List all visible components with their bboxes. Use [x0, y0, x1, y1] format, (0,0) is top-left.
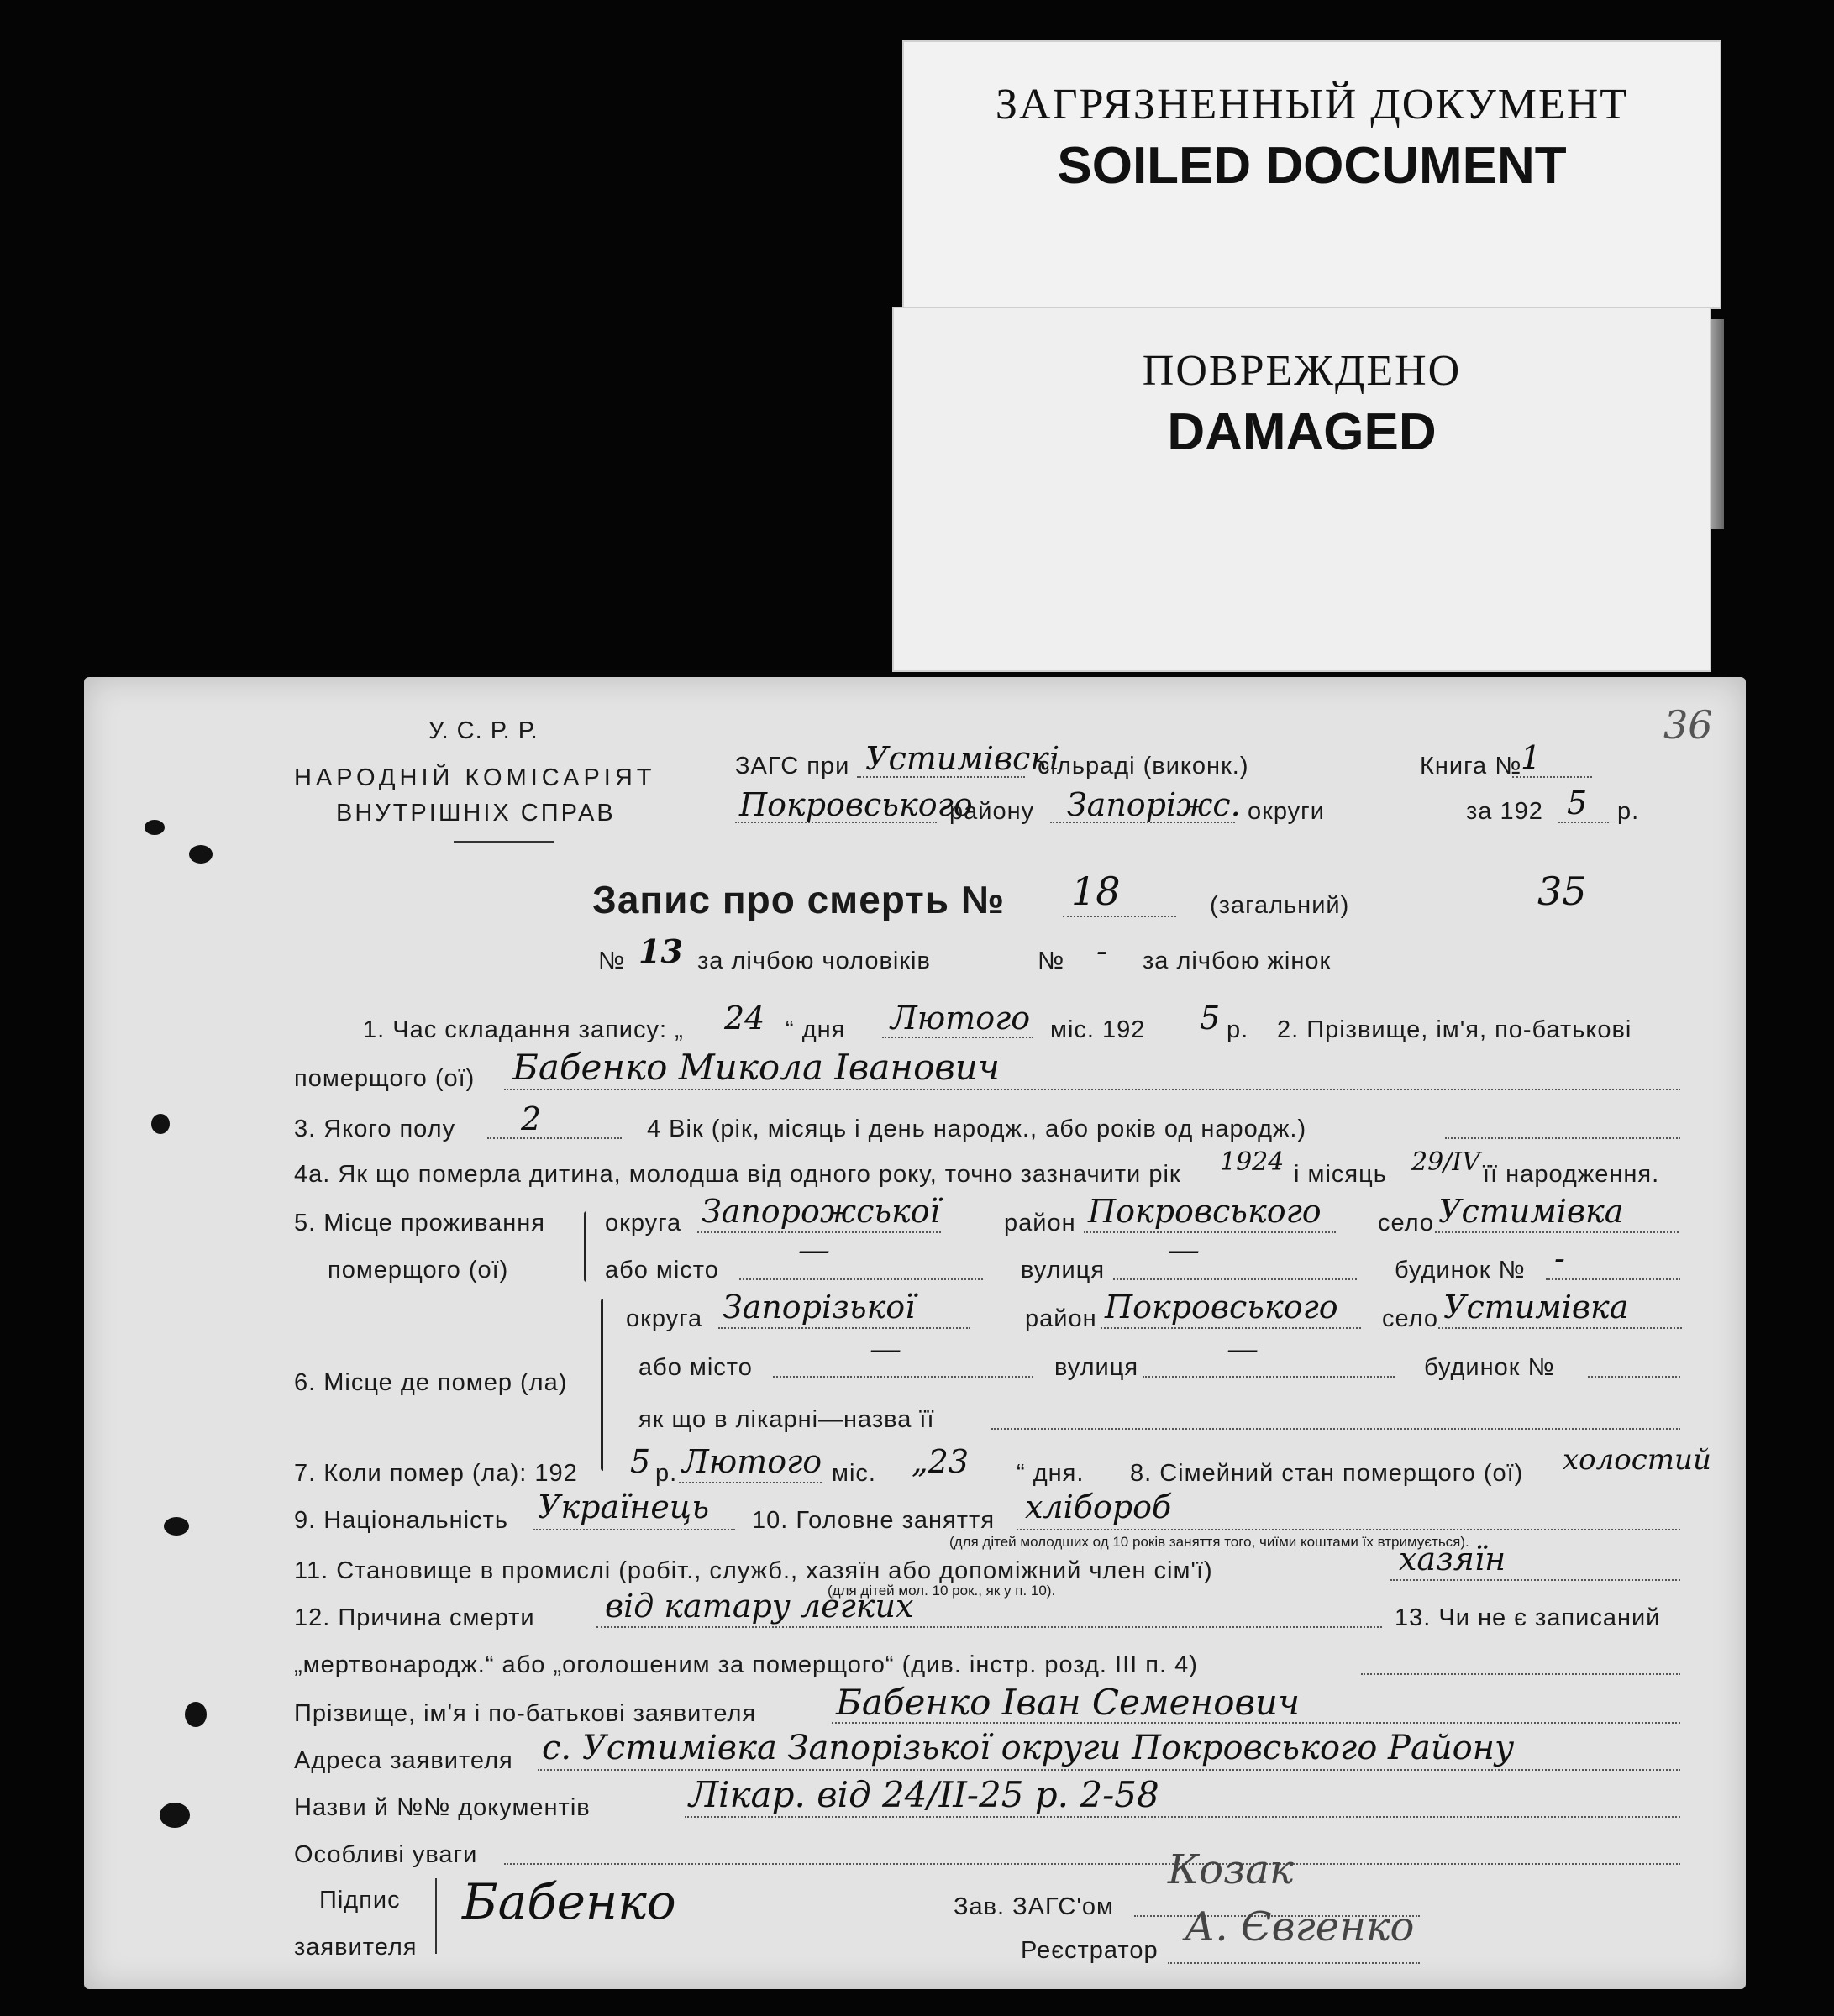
- field-6-raion-value: Покровського: [1105, 1289, 1338, 1326]
- raion-value: Покровського: [739, 786, 973, 823]
- dotted-line: [1101, 1327, 1361, 1329]
- dotted-line: [1143, 1376, 1395, 1378]
- field-5-label-1: 5. Місце проживання: [294, 1210, 545, 1236]
- field-6-okruga-value: Запорізької: [723, 1289, 916, 1326]
- punch-hole: [160, 1803, 190, 1828]
- field-6-vulytsia-value: —: [1227, 1331, 1259, 1368]
- signature-label-1: Підпис: [319, 1887, 401, 1914]
- dotted-line: [1512, 776, 1592, 778]
- field-2-label-2: померщого (ої): [294, 1065, 476, 1092]
- registrar-signature: А. Євгенко: [1185, 1903, 1415, 1950]
- field-7-label: 7. Коли помер (ла): 192: [294, 1460, 578, 1487]
- dotted-line: [1113, 1278, 1357, 1280]
- declarant-label: Прізвище, ім'я і по-батькові заявителя: [294, 1700, 757, 1727]
- field-6-misto-value: —: [870, 1331, 901, 1368]
- field-5-raion-label: район: [1004, 1210, 1076, 1236]
- dotted-line: [596, 1626, 1382, 1628]
- soiled-label-en: SOILED DOCUMENT: [1057, 137, 1567, 195]
- declarant-signature: Бабенко: [462, 1873, 676, 1930]
- punch-hole: [189, 845, 213, 864]
- page-number: 36: [1663, 702, 1713, 748]
- dotted-line: [1084, 1231, 1336, 1233]
- men-number: 13: [638, 932, 683, 970]
- field-5-raion-value: Покровського: [1088, 1193, 1322, 1230]
- declarant-value: Бабенко Іван Семенович: [836, 1682, 1301, 1723]
- record-title: Запис про смерть №: [592, 878, 1006, 921]
- dotted-line: [832, 1722, 1680, 1724]
- damaged-document-card: [892, 307, 1711, 672]
- dotted-line: [739, 1278, 983, 1280]
- dotted-line: [487, 1137, 622, 1139]
- dotted-line: [1438, 1327, 1682, 1329]
- field-5-label-2: померщого (ої): [328, 1257, 509, 1284]
- field-6-selo-label: село: [1382, 1305, 1439, 1332]
- field-1-day-suffix: “ дня: [786, 1016, 846, 1043]
- general-label: (загальний): [1210, 892, 1350, 919]
- dotted-line: [1017, 1529, 1680, 1530]
- dotted-line: [735, 822, 937, 823]
- field-13-label: 13. Чи не є записаний: [1395, 1604, 1661, 1631]
- field-6-hospital-label: як що в лікарні—назва її: [638, 1406, 935, 1433]
- damaged-label-en: DAMAGED: [1167, 403, 1437, 461]
- field-9-label: 9. Національність: [294, 1507, 509, 1534]
- field-5-selo-value: Устимівка: [1438, 1193, 1624, 1230]
- field-6-okruga-label: округа: [626, 1305, 703, 1332]
- alt-number: 35: [1537, 869, 1587, 914]
- field-7-year: 5: [630, 1443, 651, 1480]
- dotted-line: [882, 1037, 1033, 1038]
- book-label: Книга №: [1420, 753, 1522, 780]
- dotted-line: [1063, 916, 1176, 917]
- women-prefix: №: [1038, 948, 1065, 974]
- field-1-year-suffix: р.: [1227, 1016, 1249, 1043]
- field-6-budynok-label: будинок №: [1424, 1354, 1555, 1381]
- raion-label: району: [949, 798, 1035, 825]
- deceased-name: Бабенко Микола Іванович: [512, 1047, 1000, 1088]
- field-4a-label: 4а. Як що померла дитина, молодша від одного року, точно зазначити рік: [294, 1161, 1181, 1188]
- dotted-line: [991, 1428, 1680, 1430]
- field-6-label: 6. Місце де помер (ла): [294, 1369, 568, 1396]
- year-label: за 192: [1466, 798, 1543, 825]
- year-suffix: р.: [1617, 798, 1640, 825]
- okrug-value: Запоріжс.: [1067, 786, 1241, 823]
- field-7-month: Лютого: [682, 1443, 822, 1480]
- field-10-note: (для дітей молодших од 10 років заняття того, чиїми коштами їх втримується).: [949, 1534, 1469, 1550]
- soiled-document-card: [902, 40, 1721, 309]
- header-divider: [454, 841, 554, 843]
- men-prefix: №: [598, 948, 626, 974]
- field-1-month-suffix: міс. 192: [1050, 1016, 1146, 1043]
- field-6-raion-label: район: [1025, 1305, 1097, 1332]
- field-6-vulytsia-label: вулиця: [1054, 1354, 1139, 1381]
- field-4a-suffix: її народження.: [1483, 1161, 1660, 1188]
- field-2-label: 2. Прізвище, ім'я, по-батькові: [1277, 1016, 1632, 1043]
- women-label: за лічбою жінок: [1143, 948, 1332, 974]
- field-1-year: 5: [1200, 1000, 1221, 1037]
- book-value: 1: [1521, 739, 1542, 776]
- field-13-label-2: „мертвонародж.“ або „оголошеним за померщого“ (див. інстр. розд. III п. 4): [294, 1651, 1198, 1678]
- dotted-line: [773, 1376, 1033, 1378]
- field-7-day: „23: [912, 1443, 970, 1480]
- zags-label: ЗАГС при: [735, 753, 850, 780]
- field-11-note: (для дітей мол. 10 рок., як у п. 10).: [828, 1583, 1056, 1599]
- dotted-line: [1168, 1962, 1420, 1964]
- registrar-label: Реєстратор: [1021, 1937, 1159, 1964]
- ussr-label: У. С. Р. Р.: [428, 717, 539, 744]
- damaged-label-ru: ПОВРЕЖДЕНО: [1142, 347, 1462, 395]
- field-5-okruga-value: Запорожської: [702, 1193, 940, 1230]
- field-8-value: холостий: [1563, 1443, 1711, 1477]
- field-7-day-suffix: “ дня.: [1017, 1460, 1085, 1487]
- field-10-label: 10. Головне заняття: [752, 1507, 996, 1534]
- dotted-line: [538, 1769, 1680, 1771]
- field-5-budynok-value: -: [1554, 1240, 1565, 1277]
- dotted-line: [857, 776, 1025, 778]
- field-7-year-suffix: р.: [655, 1460, 678, 1487]
- soiled-label-ru: ЗАГРЯЗНЕННЫЙ ДОКУМЕНТ: [995, 81, 1629, 129]
- documents-label: Назви й №№ документів: [294, 1794, 591, 1821]
- women-number: -: [1096, 932, 1107, 969]
- field-8-label: 8. Сімейний стан померщого (ої): [1130, 1460, 1524, 1487]
- men-label: за лічбою чоловіків: [697, 948, 931, 974]
- commissariat-line-1: НАРОДНІЙ КОМІСАРІЯТ: [294, 764, 656, 791]
- dotted-line: [718, 1327, 970, 1329]
- dotted-line: [679, 1482, 822, 1483]
- punch-hole: [185, 1702, 207, 1727]
- field-5-vulytsia-value: —: [1168, 1231, 1200, 1268]
- head-label: Зав. ЗАГС'ом: [954, 1893, 1114, 1920]
- field-5-misto-label: або місто: [605, 1257, 719, 1284]
- dotted-line: [685, 1816, 1680, 1818]
- dotted-line: [1435, 1231, 1679, 1233]
- dotted-line: [504, 1089, 1680, 1090]
- dotted-line: [1390, 1579, 1680, 1581]
- dotted-line: [533, 1529, 735, 1530]
- punch-hole: [151, 1114, 170, 1134]
- field-5-okruga-label: округа: [605, 1210, 682, 1236]
- field-5-budynok-label: будинок №: [1395, 1257, 1526, 1284]
- field-5-misto-value: —: [798, 1231, 830, 1268]
- punch-hole: [164, 1517, 189, 1536]
- head-signature: Козак: [1168, 1846, 1294, 1893]
- dotted-line: [1445, 1137, 1680, 1139]
- okrug-label: округи: [1248, 798, 1325, 825]
- record-number: 18: [1071, 869, 1121, 914]
- field-5-brace: [584, 1211, 586, 1282]
- field-1-day: 24: [724, 1000, 765, 1037]
- field-9-value: Українець: [538, 1488, 710, 1525]
- dotted-line: [504, 1863, 1680, 1865]
- field-12-value: від катару легких: [605, 1588, 914, 1625]
- field-12-label: 12. Причина смерти: [294, 1604, 535, 1631]
- commissariat-line-2: ВНУТРІШНІХ СПРАВ: [336, 800, 616, 827]
- field-6-brace: [601, 1299, 603, 1471]
- field-4a-year: 1924: [1220, 1147, 1285, 1177]
- dotted-line: [1050, 822, 1235, 823]
- documents-value: Лікар. від 24/II-25 р. 2-58: [689, 1774, 1159, 1815]
- death-record-form: [84, 677, 1746, 1989]
- address-value: с. Устимівка Запорізької округи Покровського Району: [542, 1729, 1515, 1767]
- field-7-month-suffix: міс.: [832, 1460, 876, 1487]
- signature-divider: [435, 1878, 437, 1954]
- year-value: 5: [1567, 785, 1588, 822]
- field-4a-month: 29/IV: [1411, 1147, 1480, 1177]
- zags-value: Устимівскі: [865, 740, 1060, 777]
- dotted-line: [1361, 1673, 1680, 1675]
- field-11-label: 11. Становище в промислі (робіт., служб., хазяїн або допоміжний член сім'ї): [294, 1557, 1213, 1584]
- field-1-label: 1. Час складання запису: „: [363, 1016, 684, 1043]
- field-1-month: Лютого: [891, 1000, 1031, 1037]
- field-6-misto-label: або місто: [638, 1354, 753, 1381]
- dotted-line: [1558, 822, 1609, 823]
- notes-label: Особливі уваги: [294, 1841, 478, 1868]
- dotted-line: [1588, 1376, 1680, 1378]
- silradi-label: сільраді (виконк.): [1038, 753, 1249, 780]
- signature-label-2: заявителя: [294, 1934, 418, 1961]
- dotted-line: [1546, 1278, 1680, 1280]
- field-11-value: хазяїн: [1399, 1541, 1506, 1578]
- field-3-value: 2: [521, 1100, 542, 1137]
- address-label: Адреса заявителя: [294, 1747, 513, 1774]
- field-6-selo-value: Устимівка: [1443, 1289, 1629, 1326]
- field-3-label: 3. Якого полу: [294, 1116, 456, 1142]
- field-4-label: 4 Вік (рік, місяць і день народж., або років од народж.): [647, 1116, 1307, 1142]
- field-5-selo-label: село: [1378, 1210, 1435, 1236]
- field-5-vulytsia-label: вулиця: [1021, 1257, 1106, 1284]
- punch-hole: [145, 820, 165, 835]
- field-4a-month-label: і місяць: [1294, 1161, 1387, 1188]
- field-10-value: хлібороб: [1025, 1488, 1172, 1525]
